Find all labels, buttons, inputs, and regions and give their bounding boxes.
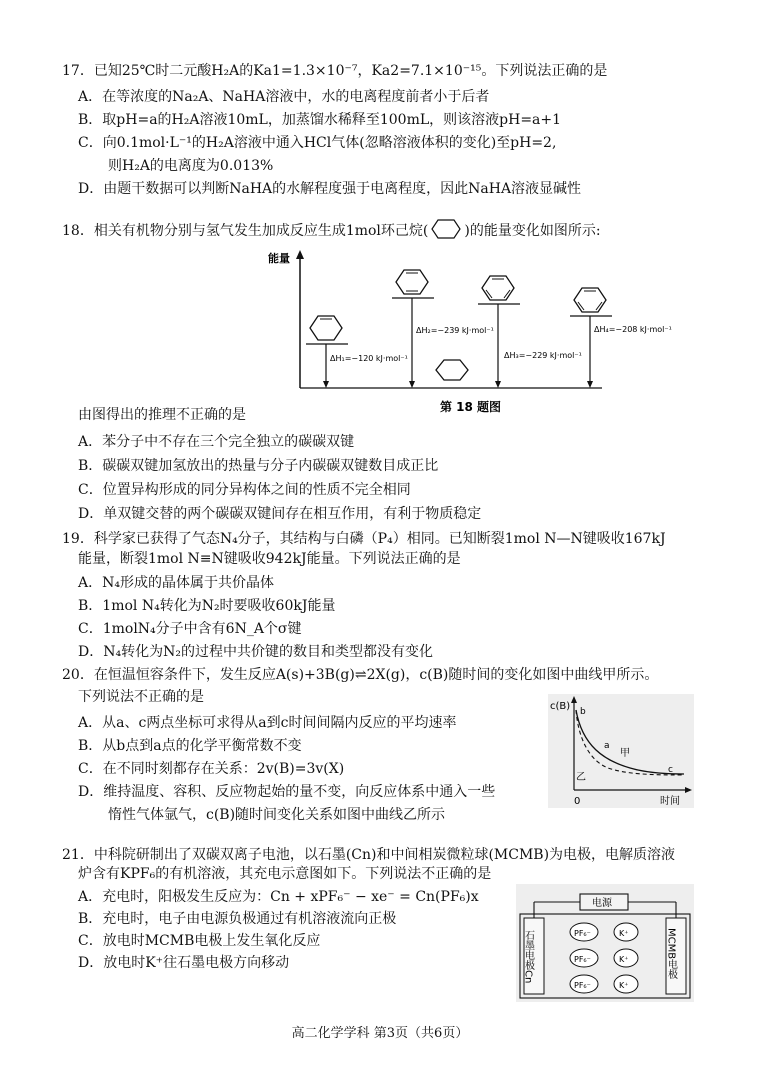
q18-option-a: A．苯分子中不存在三个完全独立的碳碳双键 <box>78 434 355 450</box>
q21-ion-k-1: K⁺ <box>619 929 629 938</box>
q18-prompt: 由图得出的推理不正确的是 <box>78 407 246 423</box>
q21-right-label: MCMB电极 <box>665 928 677 980</box>
q17-option-d: D．由题干数据可以判断NaHA的水解程度强于电离程度，因此NaHA溶液显碱性 <box>78 181 582 197</box>
q20-origin: 0 <box>574 796 581 807</box>
q21-ion-pf6-2: PF₆⁻ <box>574 955 591 964</box>
cyclohexadiene-structure <box>396 270 428 294</box>
q18-caption: 第 18 题图 <box>440 400 502 414</box>
q21-battery-diagram <box>516 884 694 1002</box>
q19-option-b: B．1mol N₄转化为N₂时要吸收60kJ能量 <box>78 598 336 614</box>
q19-option-c: C．1molN₄分子中含有6N_A个σ键 <box>78 621 302 637</box>
q20-option-c: C．在不同时刻都存在关系：2v(B)=3v(X) <box>78 761 345 777</box>
q21-option-d: D．放电时K⁺往石墨电极方向移动 <box>78 955 290 971</box>
q21-ion-pf6-3: PF₆⁻ <box>574 981 591 990</box>
q19-option-d: D．N₄转化为N₂的过程中共价键的数目和类型都没有变化 <box>78 644 433 660</box>
q20-option-d-cont: 惰性气体氩气，c(B)随时间变化关系如图中曲线乙所示 <box>108 807 446 823</box>
q17-stem: 17．已知25℃时二元酸H₂A的Ka1=1.3×10⁻⁷，Ka2=7.1×10⁻¹⁵。下列说法正确的是 <box>62 63 608 79</box>
cyclohexane-structure <box>428 222 464 240</box>
q21-option-b: B．充电时，电子由电源负极通过有机溶液流向正极 <box>78 911 397 927</box>
q20-option-a: A．从a、c两点坐标可求得从a到c时间间隔内反应的平均速率 <box>78 715 457 731</box>
q21-option-a: A．充电时，阳极发生反应为：Cn + xPF₆⁻ − xe⁻ = Cn(PF₆)x <box>78 889 479 905</box>
q20-point-b: b <box>580 707 586 717</box>
q21-stem-1: 21．中科院研制出了双碳双离子电池，以石墨(Cn)和中间相炭微粒球(MCMB)为电极，电解质溶液 <box>62 847 676 863</box>
q20-concentration-graph <box>548 694 694 808</box>
q20-label-jia: 甲 <box>620 748 630 759</box>
q21-option-c: C．放电时MCMB电极上发生氧化反应 <box>78 933 321 949</box>
benzene-structure <box>482 276 514 300</box>
q18-option-d: D．单双键交替的两个碳碳双键间存在相互作用，有利于物质稳定 <box>78 506 482 522</box>
q20-option-d: D．维持温度、容积、反应物起始的量不变，向反应体系中通入一些 <box>78 784 496 800</box>
q18-dh2: ΔH₂=−239 kJ·mol⁻¹ <box>416 326 494 335</box>
q20-x-label: 时间 <box>660 796 680 807</box>
q18-y-label: 能量 <box>268 252 290 265</box>
q19-stem-2: 能量，断裂1mol N≡N键吸收942kJ能量。下列说法正确的是 <box>78 551 461 567</box>
q20-label-yi: 乙 <box>576 772 586 783</box>
q21-ion-k-2: K⁺ <box>619 955 629 964</box>
q17-option-c-cont: 则H₂A的电离度为0.013% <box>108 158 274 174</box>
q21-power-label: 电源 <box>592 898 612 909</box>
q18-product-cyclohexane <box>436 360 468 380</box>
q20-stem-1: 20．在恒温恒容条件下，发生反应A(s)+3B(g)⇌2X(g)，c(B)随时间的变化如图中曲线甲所示。 <box>62 667 659 683</box>
q18-dh1: ΔH₁=−120 kJ·mol⁻¹ <box>330 354 408 363</box>
q18-option-c: C．位置异构形成的同分异构体之间的性质不完全相同 <box>78 482 411 498</box>
q18-dh3: ΔH₃=−229 kJ·mol⁻¹ <box>504 351 582 360</box>
cyclohexene-structure <box>310 316 342 340</box>
page-footer: 高二化学学科 第3页（共6页） <box>291 1026 469 1041</box>
q17-option-c: C．向0.1mol·L⁻¹的H₂A溶液中通入HCl气体(忽略溶液体积的变化)至pH=2, <box>78 135 557 151</box>
q20-point-c: c <box>668 765 673 775</box>
q20-point-a: a <box>604 741 610 751</box>
q17-option-a: A．在等浓度的Na₂A、NaHA溶液中，水的电离程度前者小于后者 <box>78 89 490 105</box>
q21-ion-pf6-1: PF₆⁻ <box>574 929 591 938</box>
q20-y-label: c(B) <box>550 701 571 712</box>
q18-option-b: B．碳碳双键加氢放出的热量与分子内碳碳双键数目成正比 <box>78 458 439 474</box>
q19-stem-1: 19．科学家已获得了气态N₄分子，其结构与白磷（P₄）相同。已知断裂1mol N—N键吸收167kJ <box>62 531 666 547</box>
q20-stem-2: 下列说法不正确的是 <box>78 689 204 705</box>
q21-left-label: 石墨电极Cn <box>522 930 534 984</box>
q18-stem <box>62 222 601 240</box>
q21-ion-k-3: K⁺ <box>619 981 629 990</box>
q19-option-a: A．N₄形成的晶体属于共价晶体 <box>78 575 274 591</box>
q20-option-b: B．从b点到a点的化学平衡常数不变 <box>78 738 302 754</box>
q18-stem-part2: )的能量变化如图所示: <box>464 223 601 239</box>
q18-energy-diagram <box>268 246 688 420</box>
q18-dh4: ΔH₄=−208 kJ·mol⁻¹ <box>594 325 672 334</box>
q17-option-b: B．取pH=a的H₂A溶液10mL，加蒸馏水稀释至100mL，则该溶液pH=a+1 <box>78 112 562 128</box>
benzene-structure-2 <box>574 288 606 312</box>
q21-stem-2: 炉含有KPF₆的有机溶液，其充电示意图如下。下列说法不正确的是 <box>78 866 492 882</box>
q18-stem-part1: 18．相关有机物分别与氢气发生加成反应生成1mol环己烷( <box>62 223 429 239</box>
